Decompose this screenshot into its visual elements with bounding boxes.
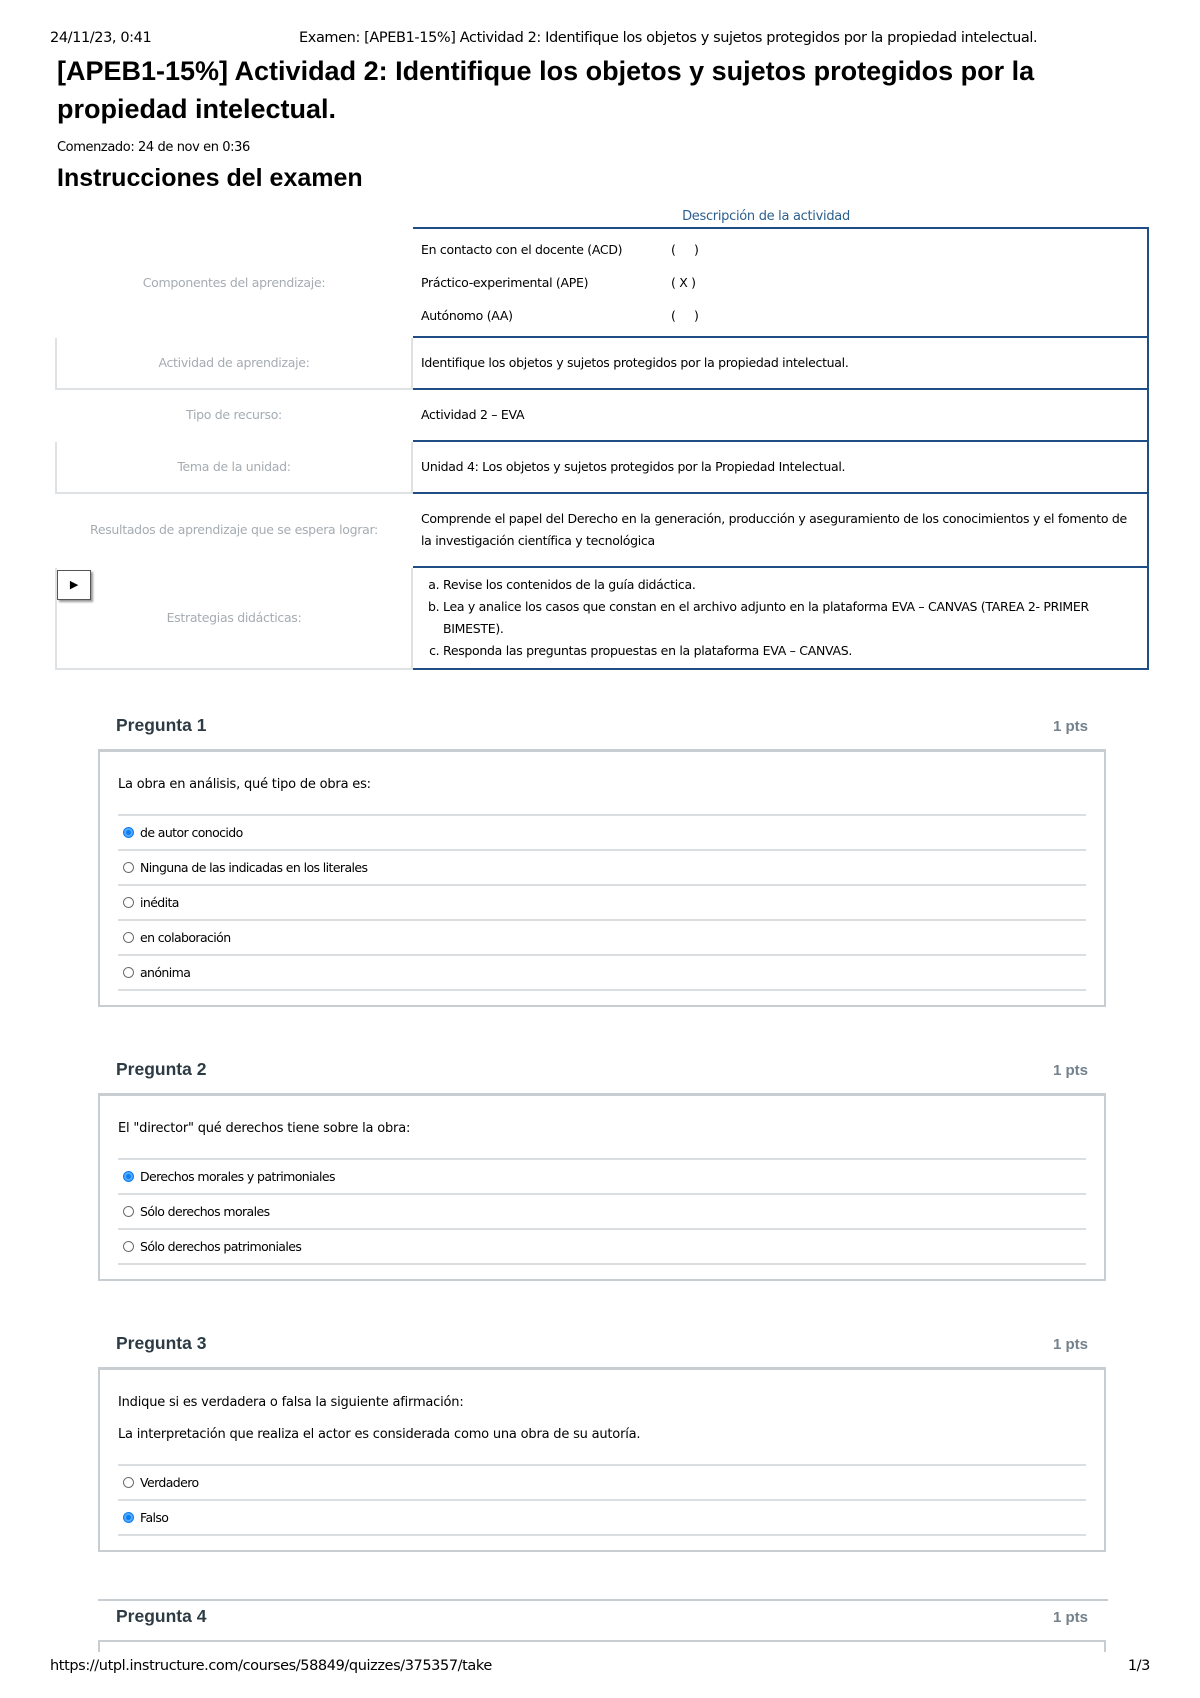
question-4	[98, 1600, 1106, 1652]
learning-results-row	[56, 493, 1148, 567]
strategy-item: b. Lea y analice los casos que constan en el archivo adjunto en la plataforma EVA – CANVAS (TAREA 2- PRIMER BIMESTE).	[443, 596, 1139, 640]
strategies-list	[421, 574, 1139, 662]
learning-activity-value: Identifique los objetos y sujetos protegidos por la propiedad intelectual.	[412, 337, 1148, 389]
question-3	[98, 1327, 1106, 1552]
component-item	[421, 299, 1139, 332]
print-url: https://utpl.instructure.com/courses/58849/quizzes/375357/take	[50, 1658, 492, 1674]
question-body	[98, 749, 1106, 1007]
answer-option[interactable]	[118, 919, 1086, 954]
question-title: Pregunta 4	[116, 1606, 207, 1626]
radio-icon[interactable]	[123, 932, 134, 943]
radio-selected-icon[interactable]	[123, 827, 134, 838]
answer-option[interactable]	[118, 849, 1086, 884]
started-timestamp: Comenzado: 24 de nov en 0:36	[57, 140, 250, 155]
resource-type-value: Actividad 2 – EVA	[412, 389, 1148, 441]
component-item	[421, 266, 1139, 299]
strategies-row	[56, 567, 1148, 669]
question-1	[98, 709, 1106, 1007]
answer-option[interactable]	[118, 1499, 1086, 1536]
question-points: 1 pts	[1052, 1336, 1088, 1353]
learning-results-value: Comprende el papel del Derecho en la generación, producción y aseguramiento de los conocimientos y el fomento de la investigación científica y tecnológica	[412, 493, 1148, 567]
question-header	[98, 1053, 1106, 1093]
strategies-value	[412, 567, 1148, 669]
answer-list	[118, 814, 1086, 991]
unit-topic-label: Tema de la unidad:	[56, 441, 412, 493]
resource-type-row	[56, 389, 1148, 441]
answer-label[interactable]: de autor conocido	[140, 825, 243, 840]
radio-selected-icon[interactable]	[123, 1171, 134, 1182]
question-text: Indique si es verdadera o falsa la siguiente afirmación:	[118, 1395, 464, 1410]
print-page-number: 1/3	[1127, 1658, 1150, 1674]
question-header	[98, 1327, 1106, 1367]
question-header	[98, 1600, 1106, 1640]
radio-selected-icon[interactable]	[123, 1512, 134, 1523]
components-row	[56, 228, 1148, 337]
answer-list	[118, 1158, 1086, 1265]
question-statement: La interpretación que realiza el actor es considerada como una obra de su autoría.	[118, 1427, 641, 1442]
answer-option[interactable]	[118, 1158, 1086, 1193]
answer-option[interactable]	[118, 1464, 1086, 1499]
question-title: Pregunta 1	[116, 715, 207, 735]
radio-icon[interactable]	[123, 1477, 134, 1488]
answer-label[interactable]: Derechos morales y patrimoniales	[140, 1169, 335, 1184]
question-points: 1 pts	[1052, 1062, 1088, 1079]
answer-option[interactable]	[118, 954, 1086, 991]
question-title: Pregunta 3	[116, 1333, 207, 1353]
strategies-label: Estrategias didácticas:	[166, 610, 302, 625]
activity-description-caption: Descripción de la actividad	[682, 209, 850, 224]
question-body	[98, 1640, 1106, 1652]
page-title: [APEB1-15%] Actividad 2: Identifique los objetos y sujetos protegidos por la propiedad intelectual.	[57, 56, 1035, 124]
activity-info-table	[55, 227, 1149, 670]
question-points: 1 pts	[1052, 718, 1088, 735]
answer-list	[118, 1464, 1086, 1536]
question-title: Pregunta 2	[116, 1059, 207, 1079]
print-page-title: Examen: [APEB1-15%] Actividad 2: Identifique los objetos y sujetos protegidos por la propiedad intelectual.	[299, 30, 1038, 46]
print-footer	[50, 1658, 1150, 1678]
answer-option[interactable]	[118, 1228, 1086, 1265]
play-icon[interactable]: ▶	[57, 570, 91, 600]
radio-icon[interactable]	[123, 1241, 134, 1252]
question-text: El "director" qué derechos tiene sobre la obra:	[118, 1121, 411, 1136]
component-mark: ( )	[671, 241, 699, 257]
resource-type-label: Tipo de recurso:	[186, 407, 282, 422]
answer-label[interactable]: Falso	[140, 1510, 169, 1525]
answer-label[interactable]: Sólo derechos morales	[140, 1204, 270, 1219]
strategies-label-cell	[56, 567, 412, 669]
component-name: Práctico-experimental (APE)	[421, 274, 589, 290]
question-body	[98, 1367, 1106, 1552]
answer-label[interactable]: Verdadero	[140, 1475, 199, 1490]
print-header	[50, 22, 1150, 46]
component-name: En contacto con el docente (ACD)	[421, 241, 623, 257]
components-value	[412, 228, 1148, 337]
question-2	[98, 1053, 1106, 1281]
instructions-heading: Instrucciones del examen	[57, 164, 363, 192]
unit-topic-row	[56, 441, 1148, 493]
answer-option[interactable]	[118, 1193, 1086, 1228]
answer-label[interactable]: anónima	[140, 965, 191, 980]
answer-label[interactable]: Sólo derechos patrimoniales	[140, 1239, 302, 1254]
answer-label[interactable]: Ninguna de las indicadas en los literales	[140, 860, 368, 875]
answer-label[interactable]: en colaboración	[140, 930, 231, 945]
radio-icon[interactable]	[123, 967, 134, 978]
component-mark: ( X )	[671, 274, 696, 290]
question-points: 1 pts	[1052, 1609, 1088, 1626]
question-text: La obra en análisis, qué tipo de obra es:	[118, 777, 371, 792]
learning-activity-label: Actividad de aprendizaje:	[56, 337, 412, 389]
answer-label[interactable]: inédita	[140, 895, 179, 910]
answer-option[interactable]	[118, 814, 1086, 849]
strategy-item: a. Revise los contenidos de la guía didáctica.	[443, 574, 1139, 596]
strategy-item: c. Responda las preguntas propuestas en la plataforma EVA – CANVAS.	[443, 640, 1139, 662]
components-label: Componentes del aprendizaje:	[142, 274, 326, 290]
radio-icon[interactable]	[123, 862, 134, 873]
component-name: Autónomo (AA)	[421, 307, 513, 323]
print-datetime: 24/11/23, 0:41	[50, 30, 152, 46]
radio-icon[interactable]	[123, 1206, 134, 1217]
question-header	[98, 709, 1106, 749]
component-item	[421, 233, 1139, 266]
unit-topic-value: Unidad 4: Los objetos y sujetos protegidos por la Propiedad Intelectual.	[412, 441, 1148, 493]
question-body	[98, 1093, 1106, 1281]
answer-option[interactable]	[118, 884, 1086, 919]
learning-results-label: Resultados de aprendizaje que se espera lograr:	[90, 522, 378, 537]
learning-activity-row	[56, 337, 1148, 389]
radio-icon[interactable]	[123, 897, 134, 908]
component-mark: ( )	[671, 307, 699, 323]
